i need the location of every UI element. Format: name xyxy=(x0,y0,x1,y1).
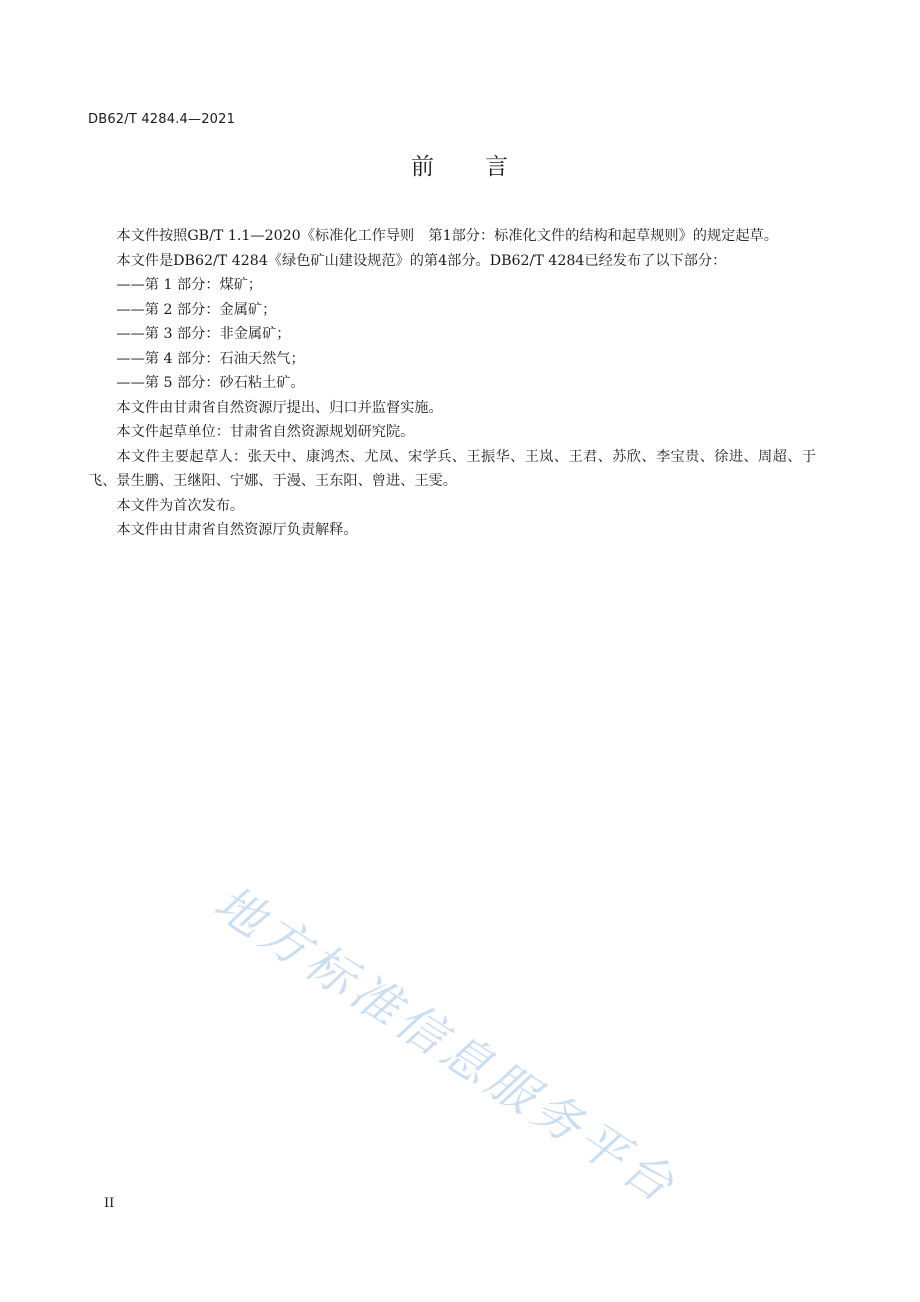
watermark: 地方标准信息服务平台 xyxy=(204,874,688,1216)
list-item-part-5: ——第 5 部分：砂石粘土矿。 xyxy=(116,375,305,391)
page-title xyxy=(0,148,920,181)
paragraph-drafters: 本文件主要起草人：张天中、康鸿杰、尤凤、宋学兵、王振华、王岚、王君、苏欣、李宝贵、徐进、周超、于飞、景生鹏、王继阳、宁娜、于漫、王东阳、曾进、王雯。 xyxy=(88,448,816,489)
list-item-part-4: ——第 4 部分：石油天然气； xyxy=(116,350,305,367)
list-item-part-1: ——第 1 部分：煤矿； xyxy=(116,277,263,293)
paragraph-proposer: 本文件由甘肃省自然资源厅提出、归口并监督实施。 xyxy=(116,399,443,416)
paragraph-series-intro: 本文件是DB62/T 4284《绿色矿山建设规范》的第4部分。DB62/T 4284已经发布了以下部分： xyxy=(116,252,727,269)
list-item-part-3: ——第 3 部分：非金属矿； xyxy=(116,326,291,342)
paragraph-first-release: 本文件为首次发布。 xyxy=(116,497,245,514)
title-char-2: 言 xyxy=(485,154,509,180)
title-char-1: 前 xyxy=(411,154,435,180)
paragraph-interpretation: 本文件由甘肃省自然资源厅负责解释。 xyxy=(116,522,358,538)
foreword-body xyxy=(88,224,816,543)
page-number: II xyxy=(104,1196,115,1211)
paragraph-drafting-unit: 本文件起草单位：甘肃省自然资源规划研究院。 xyxy=(116,424,415,440)
list-item-part-2: ——第 2 部分：金属矿； xyxy=(116,301,277,318)
document-code: DB62/T 4284.4—2021 xyxy=(88,112,236,127)
paragraph-drafting-rules: 本文件按照GB/T 1.1—2020《标准化工作导则 第1部分：标准化文件的结构和起草规则》的规定起草。 xyxy=(116,228,778,244)
